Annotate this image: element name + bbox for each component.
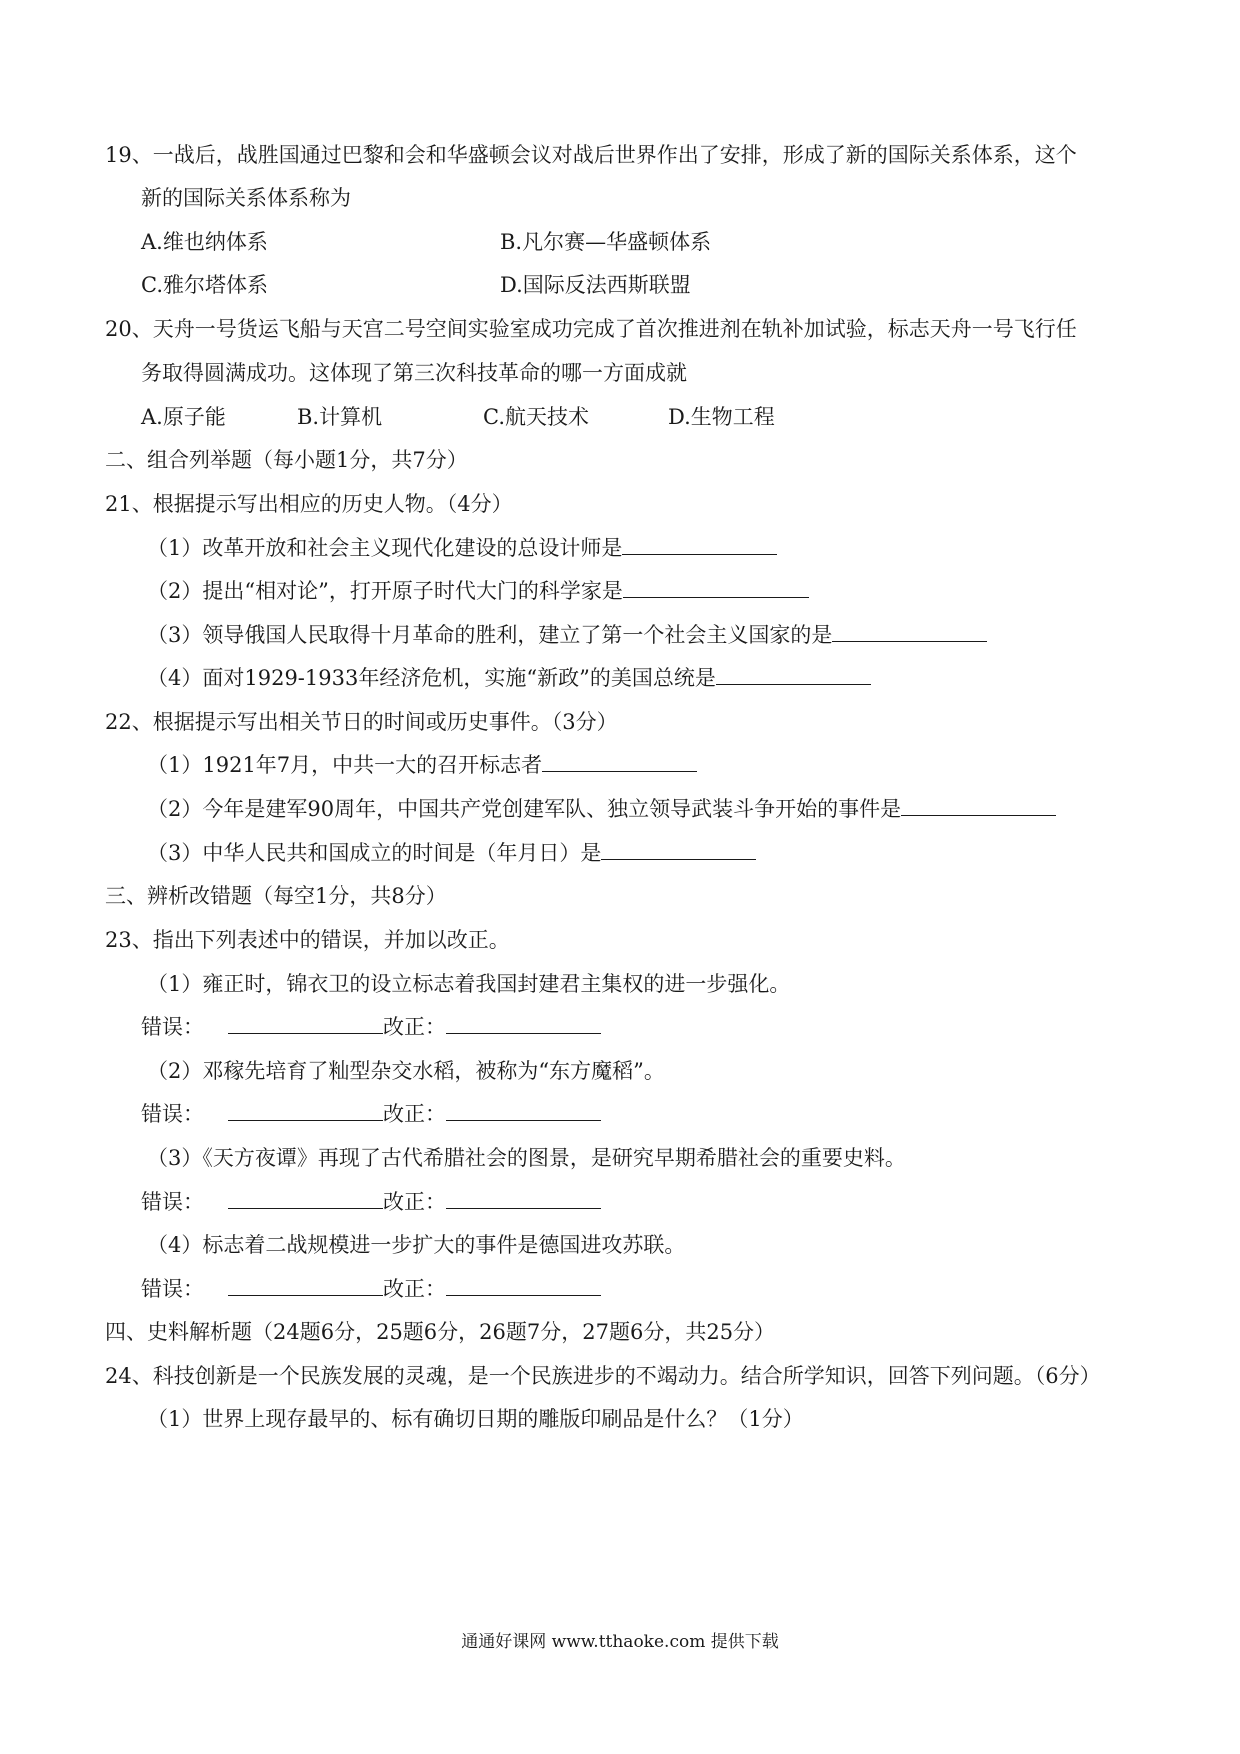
- q23-item-1-error-blank[interactable]: [228, 1015, 383, 1034]
- q22-sub3-text: （3）中华人民共和国成立的时间是（年月日）是: [147, 841, 602, 865]
- q22-stem: 22、根据提示写出相关节日的时间或历史事件。（3分）: [105, 710, 618, 734]
- q23-item-4-correction-blank[interactable]: [446, 1277, 601, 1296]
- q23-item-2: （2）邓稼先培育了籼型杂交水稻，被称为“东方魔稻”。: [147, 1059, 665, 1083]
- q22-sub3-answer-blank[interactable]: [601, 841, 756, 860]
- q21-sub4: [147, 665, 871, 691]
- q19-stem-line1: 19、一战后，战胜国通过巴黎和会和华盛顿会议对战后世界作出了安排，形成了新的国际关系体系，这个: [105, 143, 1077, 167]
- q22-sub3: [147, 840, 756, 866]
- q23-item-3-correction-blank[interactable]: [446, 1190, 601, 1209]
- q23-item-2-answer-row: [141, 1101, 601, 1127]
- q20-option-b: B.计算机: [297, 405, 383, 429]
- q21-sub2: [147, 578, 809, 604]
- q21-sub4-answer-blank[interactable]: [716, 666, 871, 685]
- q22-sub2-answer-blank[interactable]: [901, 797, 1056, 816]
- error-label: 错误：: [141, 1277, 204, 1301]
- q22-sub1: [147, 752, 697, 778]
- error-label: 错误：: [141, 1102, 204, 1126]
- q20-option-c: C.航天技术: [483, 405, 589, 429]
- error-label: 错误：: [141, 1190, 204, 1214]
- q23-item-4: （4）标志着二战规模进一步扩大的事件是德国进攻苏联。: [147, 1233, 686, 1257]
- q19-option-d: D.国际反法西斯联盟: [500, 273, 691, 297]
- q20-option-a: A.原子能: [141, 405, 226, 429]
- q21-sub4-text: （4）面对1929-1933年经济危机，实施“新政”的美国总统是: [147, 666, 716, 690]
- q19-option-b: B.凡尔赛—华盛顿体系: [500, 230, 712, 254]
- q21-sub2-text: （2）提出“相对论”，打开原子时代大门的科学家是: [147, 579, 623, 603]
- q23-item-1-correction-blank[interactable]: [446, 1015, 601, 1034]
- q21-sub3-text: （3）领导俄国人民取得十月革命的胜利，建立了第一个社会主义国家的是: [147, 623, 833, 647]
- q23-item-1: （1）雍正时，锦衣卫的设立标志着我国封建君主集权的进一步强化。: [147, 972, 791, 996]
- section-2-heading: 二、组合列举题（每小题1分，共7分）: [105, 448, 468, 472]
- correction-label: 改正：: [383, 1277, 446, 1301]
- correction-label: 改正：: [383, 1102, 446, 1126]
- q22-sub2: [147, 796, 1056, 822]
- q20-option-d: D.生物工程: [668, 405, 775, 429]
- q19-option-a: A.维也纳体系: [141, 230, 268, 254]
- page-footer: 通通好课网 www.tthaoke.com 提供下载: [461, 1632, 779, 1652]
- q22-sub1-answer-blank[interactable]: [542, 753, 697, 772]
- q23-item-3-error-blank[interactable]: [228, 1190, 383, 1209]
- q19-option-c: C.雅尔塔体系: [141, 273, 268, 297]
- q21-sub1-text: （1）改革开放和社会主义现代化建设的总设计师是: [147, 536, 623, 560]
- q23-item-4-answer-row: [141, 1276, 601, 1302]
- q23-item-4-error-blank[interactable]: [228, 1277, 383, 1296]
- q23-item-3: （3）《天方夜谭》再现了古代希腊社会的图景，是研究早期希腊社会的重要史料。: [147, 1146, 906, 1170]
- q20-stem-line2: 务取得圆满成功。这体现了第三次科技革命的哪一方面成就: [141, 361, 687, 385]
- q21-sub2-answer-blank[interactable]: [623, 579, 809, 598]
- q21-sub3: [147, 622, 987, 648]
- q20-stem-line1: 20、天舟一号货运飞船与天宫二号空间实验室成功完成了首次推进剂在轨补加试验，标志天舟一号飞行任: [105, 317, 1077, 341]
- q21-sub3-answer-blank[interactable]: [832, 623, 987, 642]
- q19-stem-line2: 新的国际关系体系称为: [141, 186, 351, 210]
- q22-sub1-text: （1）1921年7月，中共一大的召开标志者: [147, 753, 543, 777]
- q21-sub1: [147, 535, 777, 561]
- q23-item-3-answer-row: [141, 1189, 601, 1215]
- q23-item-2-correction-blank[interactable]: [446, 1102, 601, 1121]
- q23-stem: 23、指出下列表述中的错误，并加以改正。: [105, 928, 510, 952]
- q21-sub1-answer-blank[interactable]: [622, 536, 777, 555]
- q21-stem: 21、根据提示写出相应的历史人物。（4分）: [105, 492, 513, 516]
- correction-label: 改正：: [383, 1015, 446, 1039]
- q22-sub2-text: （2）今年是建军90周年，中国共产党创建军队、独立领导武装斗争开始的事件是: [147, 797, 902, 821]
- q23-item-1-answer-row: [141, 1014, 601, 1040]
- q23-item-2-error-blank[interactable]: [228, 1102, 383, 1121]
- q24-sub1: （1）世界上现存最早的、标有确切日期的雕版印刷品是什么？（1分）: [147, 1407, 804, 1431]
- q24-stem: 24、科技创新是一个民族发展的灵魂，是一个民族进步的不竭动力。结合所学知识，回答下列问题。（6分）: [105, 1364, 1101, 1388]
- section-3-heading: 三、辨析改错题（每空1分，共8分）: [105, 884, 447, 908]
- error-label: 错误：: [141, 1015, 204, 1039]
- correction-label: 改正：: [383, 1190, 446, 1214]
- section-4-heading: 四、史料解析题（24题6分，25题6分，26题7分，27题6分，共25分）: [105, 1320, 776, 1344]
